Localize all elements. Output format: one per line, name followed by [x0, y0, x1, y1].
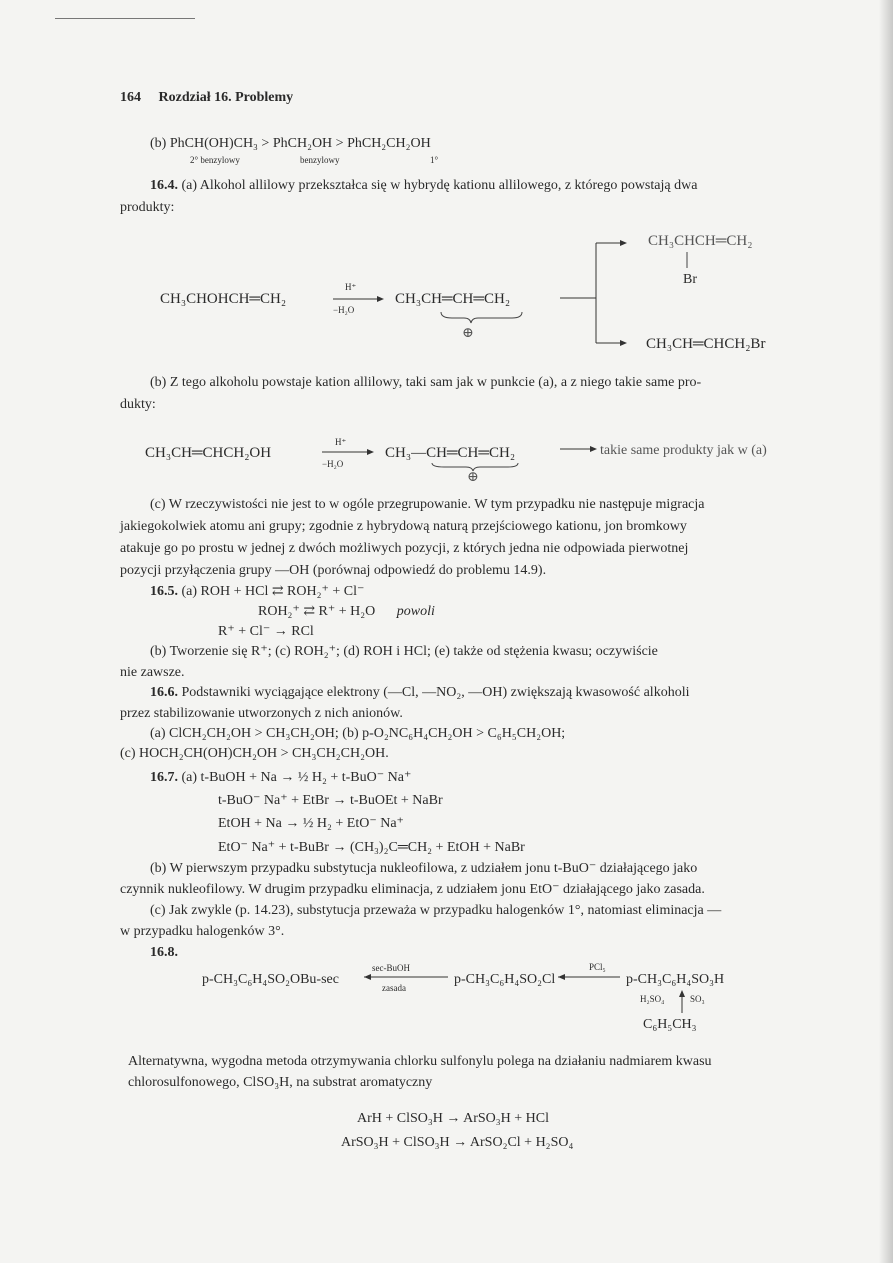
s16-4b-result: takie same produkty jak w (a): [600, 443, 767, 458]
s16-7b-line1: (b) W pierwszym przypadku substytucja nukleofilowa, z udziałem jonu t-BuO⁻ działającego jako: [150, 861, 698, 876]
s16-8-arrow1-bottom: zasada: [382, 983, 406, 993]
s16-7-eq3: EtOH + Na → ½ H₂ + EtO⁻ Na⁺: [218, 816, 404, 831]
s16-4-product1: CH₃CHCH═CH₂: [648, 233, 753, 249]
s16-3b-note1: 2° benzylowy: [190, 155, 240, 165]
s16-4b-arrow-top: H⁺: [335, 437, 347, 447]
s16-7-number: 16.7.: [150, 770, 178, 785]
s16-5b-line1: (b) Tworzenie się R⁺; (c) ROH₂⁺; (d) ROH i HCl; (e) także od stężenia kwasu; oczywiście: [150, 644, 658, 659]
s16-4-product2: CH₃CH═CHCH₂Br: [646, 336, 766, 352]
s16-7-eq1: (a) t-BuOH + Na → ½ H₂ + t-BuO⁻ Na⁺: [181, 770, 412, 785]
s16-4c-line1: (c) W rzeczywistości nie jest to w ogóle przegrupowanie. W tym przypadku nie następuje migracja: [150, 497, 705, 512]
s16-4-product1-br: Br: [683, 272, 697, 287]
s16-5b-line2: nie zawsze.: [120, 665, 185, 680]
s16-7-eq4: EtO⁻ Na⁺ + t-BuBr → (CH₃)₂C═CH₂ + EtOH + NaBr: [218, 840, 525, 855]
s16-8-right: p-CH₃C₆H₄SO₃H: [626, 972, 725, 987]
s16-4-arrow-top: H⁺: [345, 282, 357, 292]
s16-7b-line2: czynnik nukleofilowy. W drugim przypadku eliminacja, z udziałem jonu EtO⁻ działającego jako zasada.: [120, 882, 705, 897]
s16-4b-charge: ⊕: [467, 470, 479, 485]
s16-8-up-left: H₂SO₄: [640, 994, 665, 1004]
s16-4c-line4: pozycji przyłączenia grupy —OH (porównaj odpowiedź do problemu 14.9).: [120, 563, 547, 578]
s16-4b-line1: (b) Z tego alkoholu powstaje kation allilowy, taki sam jak w punkcie (a), a z niego takie same pro-: [150, 375, 702, 390]
s16-7-eq2: t-BuO⁻ Na⁺ + EtBr → t-BuOEt + NaBr: [218, 793, 443, 808]
s16-4b-line2: dukty:: [120, 397, 156, 412]
s16-8-left: p-CH₃C₆H₄SO₂OBu-sec: [202, 972, 339, 987]
s16-6-line3: (a) ClCH₂CH₂OH > CH₃CH₂OH; (b) p-O₂NC₆H₄CH₂OH > C₆H₅CH₂OH;: [150, 726, 566, 741]
s16-5-eq1: (a) ROH + HCl ⇄ ROH₂⁺ + Cl⁻: [181, 584, 365, 599]
s16-4-reactant: CH₃CHOHCH═CH₂: [160, 291, 287, 307]
s16-8-bottom: C₆H₅CH₃: [643, 1017, 697, 1032]
s16-8-eq1: ArH + ClSO₃H → ArSO₃H + HCl: [357, 1111, 550, 1126]
s16-4b-reactant: CH₃CH═CHCH₂OH: [145, 445, 272, 461]
s16-5-eq2-note: powoli: [396, 604, 435, 619]
s16-8-alt-line1: Alternatywna, wygodna metoda otrzymywania chlorku sulfonylu polega na działaniu nadmiarem kwasu: [128, 1054, 712, 1069]
s16-4-intermediate: CH₃CH═CH═CH₂: [395, 291, 511, 307]
s16-3b-note3: 1°: [430, 155, 439, 165]
s16-3b-formula: PhCH(OH)CH₃ > PhCH₂OH > PhCH₂CH₂OH: [169, 136, 431, 151]
s16-8-middle: p-CH₃C₆H₄SO₂Cl: [454, 972, 556, 987]
s16-6-number: 16.6.: [150, 685, 178, 700]
s16-8-up-right: SO₃: [690, 994, 705, 1004]
s16-3b-note2: benzylowy: [300, 155, 340, 165]
s16-4c-line2: jakiegokolwiek atomu ani grupy; zgodnie z hybrydową naturą przejściowego kationu, jon bromkowy: [120, 519, 687, 534]
s16-4b-intermediate: CH₃—CH═CH═CH₂: [385, 445, 516, 461]
s16-4b-arrow-bottom: −H₂O: [322, 459, 344, 469]
s16-7c-line2: w przypadku halogenków 3°.: [120, 924, 285, 939]
s16-8-eq2: ArSO₃H + ClSO₃H → ArSO₂Cl + H₂SO₄: [341, 1135, 574, 1150]
s16-4-line2: produkty:: [120, 200, 175, 215]
s16-4-text1: (a) Alkohol allilowy przekształca się w hybrydę kationu allilowego, z którego powstają dwa: [181, 178, 698, 193]
s16-4-arrow-bottom: −H₂O: [333, 305, 355, 315]
s16-8-arrow2-top: PCl₅: [589, 962, 606, 972]
s16-6-line2: przez stabilizowanie utworzonych z nich anionów.: [120, 706, 403, 721]
s16-4-charge: ⊕: [462, 326, 474, 341]
s16-5-eq3: R⁺ + Cl⁻ → RCl: [218, 624, 314, 639]
s16-5-number: 16.5.: [150, 584, 178, 599]
s16-4-number: 16.4.: [150, 178, 178, 193]
s16-8-arrow1-top: sec-BuOH: [372, 963, 410, 973]
s16-8-number: 16.8.: [150, 945, 178, 960]
chapter-title: Rozdział 16. Problemy: [158, 90, 294, 105]
s16-7c-line1: (c) Jak zwykle (p. 14.23), substytucja przeważa w przypadku halogenków 1°, natomiast eliminacja —: [150, 903, 722, 918]
s16-4c-line3: atakuje go po prostu w jednej z dwóch możliwych pozycji, z których jedna nie odpowiada pierwotnej: [120, 541, 689, 556]
s16-3b-label: (b): [150, 136, 167, 151]
s16-8-alt-line2: chlorosulfonowego, ClSO₃H, na substrat aromatyczny: [128, 1075, 433, 1090]
s16-6-line4: (c) HOCH₂CH(OH)CH₂OH > CH₃CH₂CH₂OH.: [120, 746, 389, 761]
s16-5-eq2: ROH₂⁺ ⇄ R⁺ + H₂O: [258, 604, 376, 619]
page-number: 164: [120, 90, 141, 105]
s16-6-text1: Podstawniki wyciągające elektrony (—Cl, —NO₂, —OH) zwiększają kwasowość alkoholi: [181, 685, 690, 700]
